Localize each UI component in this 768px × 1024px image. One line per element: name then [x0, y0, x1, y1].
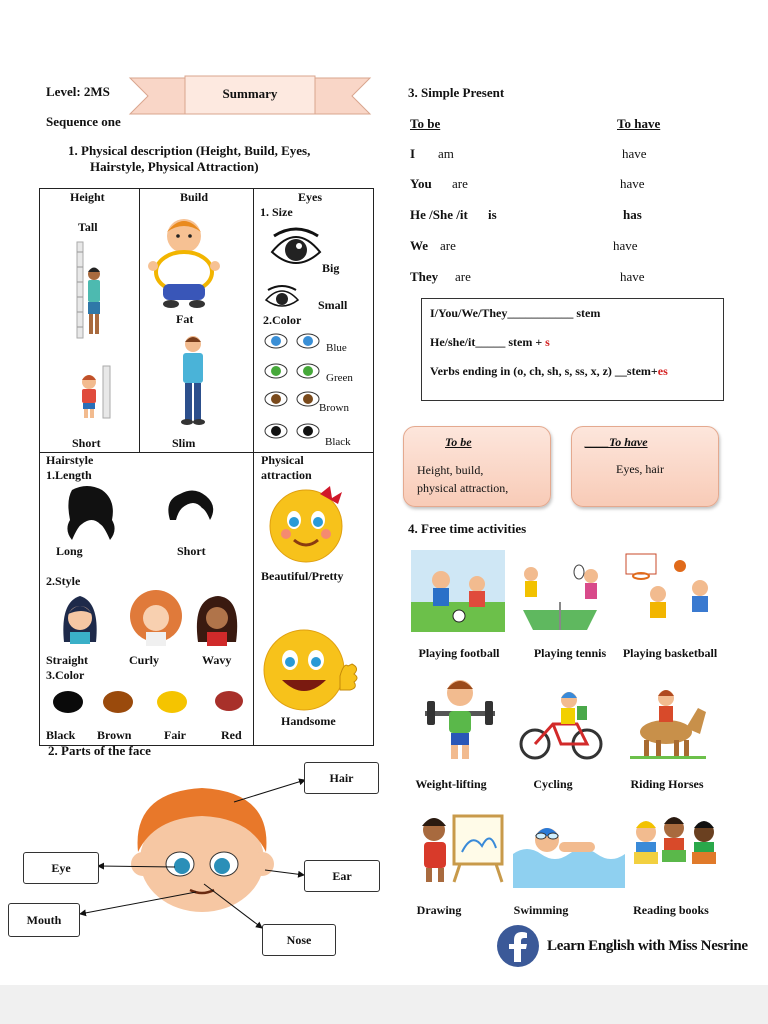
level-label: Level: 2MS — [46, 84, 110, 99]
be-i: am — [438, 146, 454, 161]
attraction-header-1: Physical — [261, 453, 304, 467]
activity-label-drawing: Drawing — [416, 903, 462, 917]
slim-label: Slim — [172, 436, 196, 450]
basketball-image — [618, 550, 718, 632]
long-label: Long — [56, 544, 83, 558]
curly-hair-girl-icon — [124, 588, 188, 648]
hair-length-label: 1.Length — [46, 468, 92, 482]
bottom-band — [0, 985, 768, 1024]
face-label-nose: Nose — [262, 924, 336, 956]
section4-title: 4. Free time activities — [408, 521, 527, 536]
hair-color-black: Black — [46, 728, 76, 742]
short-label: Short — [72, 436, 101, 450]
hair-color-fair: Fair — [164, 728, 186, 742]
straight-hair-girl-icon — [58, 592, 102, 646]
short-hair-label: Short — [177, 544, 206, 558]
eye-color-blue: Blue — [326, 342, 347, 354]
to-have-card-prefix: ____ — [585, 435, 609, 449]
football-image — [411, 550, 505, 632]
eyes-header: Eyes — [298, 190, 322, 204]
build-header: Build — [180, 190, 209, 204]
have-they: have — [620, 269, 645, 284]
have-you: have — [620, 176, 645, 191]
activity-label-football: Playing football — [418, 646, 500, 660]
hairstyle-header: Hairstyle — [46, 453, 94, 467]
hair-style-label: 2.Style — [46, 574, 81, 588]
be-they: are — [455, 269, 471, 284]
pretty-emoji-icon — [266, 484, 350, 568]
rule-3-text: Verbs ending in (o, ch, sh, s, ss, x, z) __stem+ — [430, 364, 658, 378]
to-be-card-text-1: Height, build, — [417, 463, 484, 477]
long-hair-icon — [52, 486, 122, 542]
be-he-she-it: is — [488, 207, 497, 222]
fat-label: Fat — [176, 312, 194, 326]
eye-color-label: 2.Color — [263, 313, 302, 327]
hair-color-brown: Brown — [97, 728, 132, 742]
short-boy-icon — [75, 366, 115, 422]
swatch-brown — [103, 691, 133, 713]
to-be-card-text-2: physical attraction, — [417, 481, 509, 495]
small-eye-icon — [264, 284, 300, 312]
face-label-mouth: Mouth — [8, 903, 80, 937]
swatch-fair — [157, 691, 187, 713]
riding-horses-image — [624, 684, 708, 760]
short-hair-icon — [164, 490, 216, 530]
section1-title-line2: Hairstyle, Physical Attraction) — [90, 159, 259, 174]
activity-label-cycling: Cycling — [533, 777, 573, 791]
activity-label-riding-horses: Riding Horses — [630, 777, 704, 791]
face-label-hair: Hair — [304, 762, 379, 794]
pronoun-i: I — [410, 146, 416, 161]
to-have-header: To have — [617, 116, 661, 131]
be-you: are — [452, 176, 468, 191]
tall-label: Tall — [78, 220, 98, 234]
tall-boy-icon — [75, 242, 115, 342]
activity-label-weight-lifting: Weight-lifting — [415, 777, 487, 791]
to-be-header: To be — [410, 116, 441, 131]
height-header: Height — [70, 190, 105, 204]
summary-title: Summary — [222, 86, 278, 101]
rule-3-suffix: es — [657, 364, 668, 378]
section2-title: 2. Parts of the face — [48, 743, 151, 758]
rule-2-suffix: s — [545, 335, 550, 349]
hair-color-red: Red — [221, 728, 242, 742]
be-we: are — [440, 238, 456, 253]
drawing-image — [414, 812, 506, 884]
face-label-ear: Ear — [304, 860, 380, 892]
footer-brand: Learn English with Miss Nesrine — [547, 938, 748, 954]
attraction-header-2: attraction — [261, 468, 312, 482]
rule-2 — [430, 335, 550, 350]
small-label: Small — [318, 298, 348, 312]
pronoun-we: We — [410, 238, 429, 253]
have-we: have — [613, 238, 638, 253]
face-label-eye: Eye — [23, 852, 99, 884]
pronoun-they: They — [410, 269, 439, 284]
have-i: have — [622, 146, 647, 161]
straight-label: Straight — [46, 653, 88, 667]
to-be-card-title: To be — [445, 435, 472, 449]
to-have-card-text: Eyes, hair — [616, 462, 664, 476]
eye-color-green: Green — [326, 372, 353, 384]
activity-label-basketball: Playing basketball — [622, 646, 718, 660]
wavy-label: Wavy — [202, 653, 232, 667]
rule-1: I/You/We/They___________ stem — [430, 306, 601, 320]
have-he-she-it: has — [623, 207, 642, 222]
facebook-icon[interactable] — [496, 924, 540, 968]
eye-color-brown: Brown — [319, 402, 349, 414]
beautiful-label: Beautiful/Pretty — [261, 569, 344, 583]
wavy-hair-girl-icon — [192, 594, 242, 648]
reading-books-image — [628, 808, 720, 884]
section3-title: 3. Simple Present — [408, 85, 505, 100]
fat-boy-icon — [147, 214, 227, 310]
swatch-black — [53, 691, 83, 713]
section1-title-line1: 1. Physical description (Height, Build, Eyes, — [68, 143, 311, 158]
activity-label-swimming: Swimming — [513, 903, 569, 917]
swimming-image — [513, 806, 625, 888]
big-label: Big — [322, 261, 340, 275]
rule-3 — [430, 364, 668, 379]
cycling-image — [517, 690, 605, 762]
swatch-red — [215, 691, 243, 711]
eye-colors-icon — [262, 327, 328, 447]
to-have-card-label: To have — [609, 435, 648, 449]
handsome-label: Handsome — [281, 714, 336, 728]
tennis-image — [513, 552, 607, 632]
activity-label-tennis: Playing tennis — [533, 646, 607, 660]
slim-man-icon — [172, 334, 216, 426]
handsome-emoji-icon — [258, 624, 364, 714]
big-eye-icon — [270, 222, 322, 274]
activity-label-reading-books: Reading books — [633, 903, 709, 917]
pronoun-he-she-it: He /She /it — [410, 207, 468, 222]
weight-lifting-image — [425, 675, 495, 761]
rule-2-text: He/she/it_____ stem + — [430, 335, 546, 349]
pronoun-you: You — [410, 176, 432, 191]
eye-color-black: Black — [325, 436, 351, 448]
hair-color-label: 3.Color — [46, 668, 85, 682]
eye-size-label: 1. Size — [260, 205, 293, 219]
sequence-label: Sequence one — [46, 114, 121, 129]
to-have-card-title — [585, 435, 648, 450]
curly-label: Curly — [129, 653, 159, 667]
